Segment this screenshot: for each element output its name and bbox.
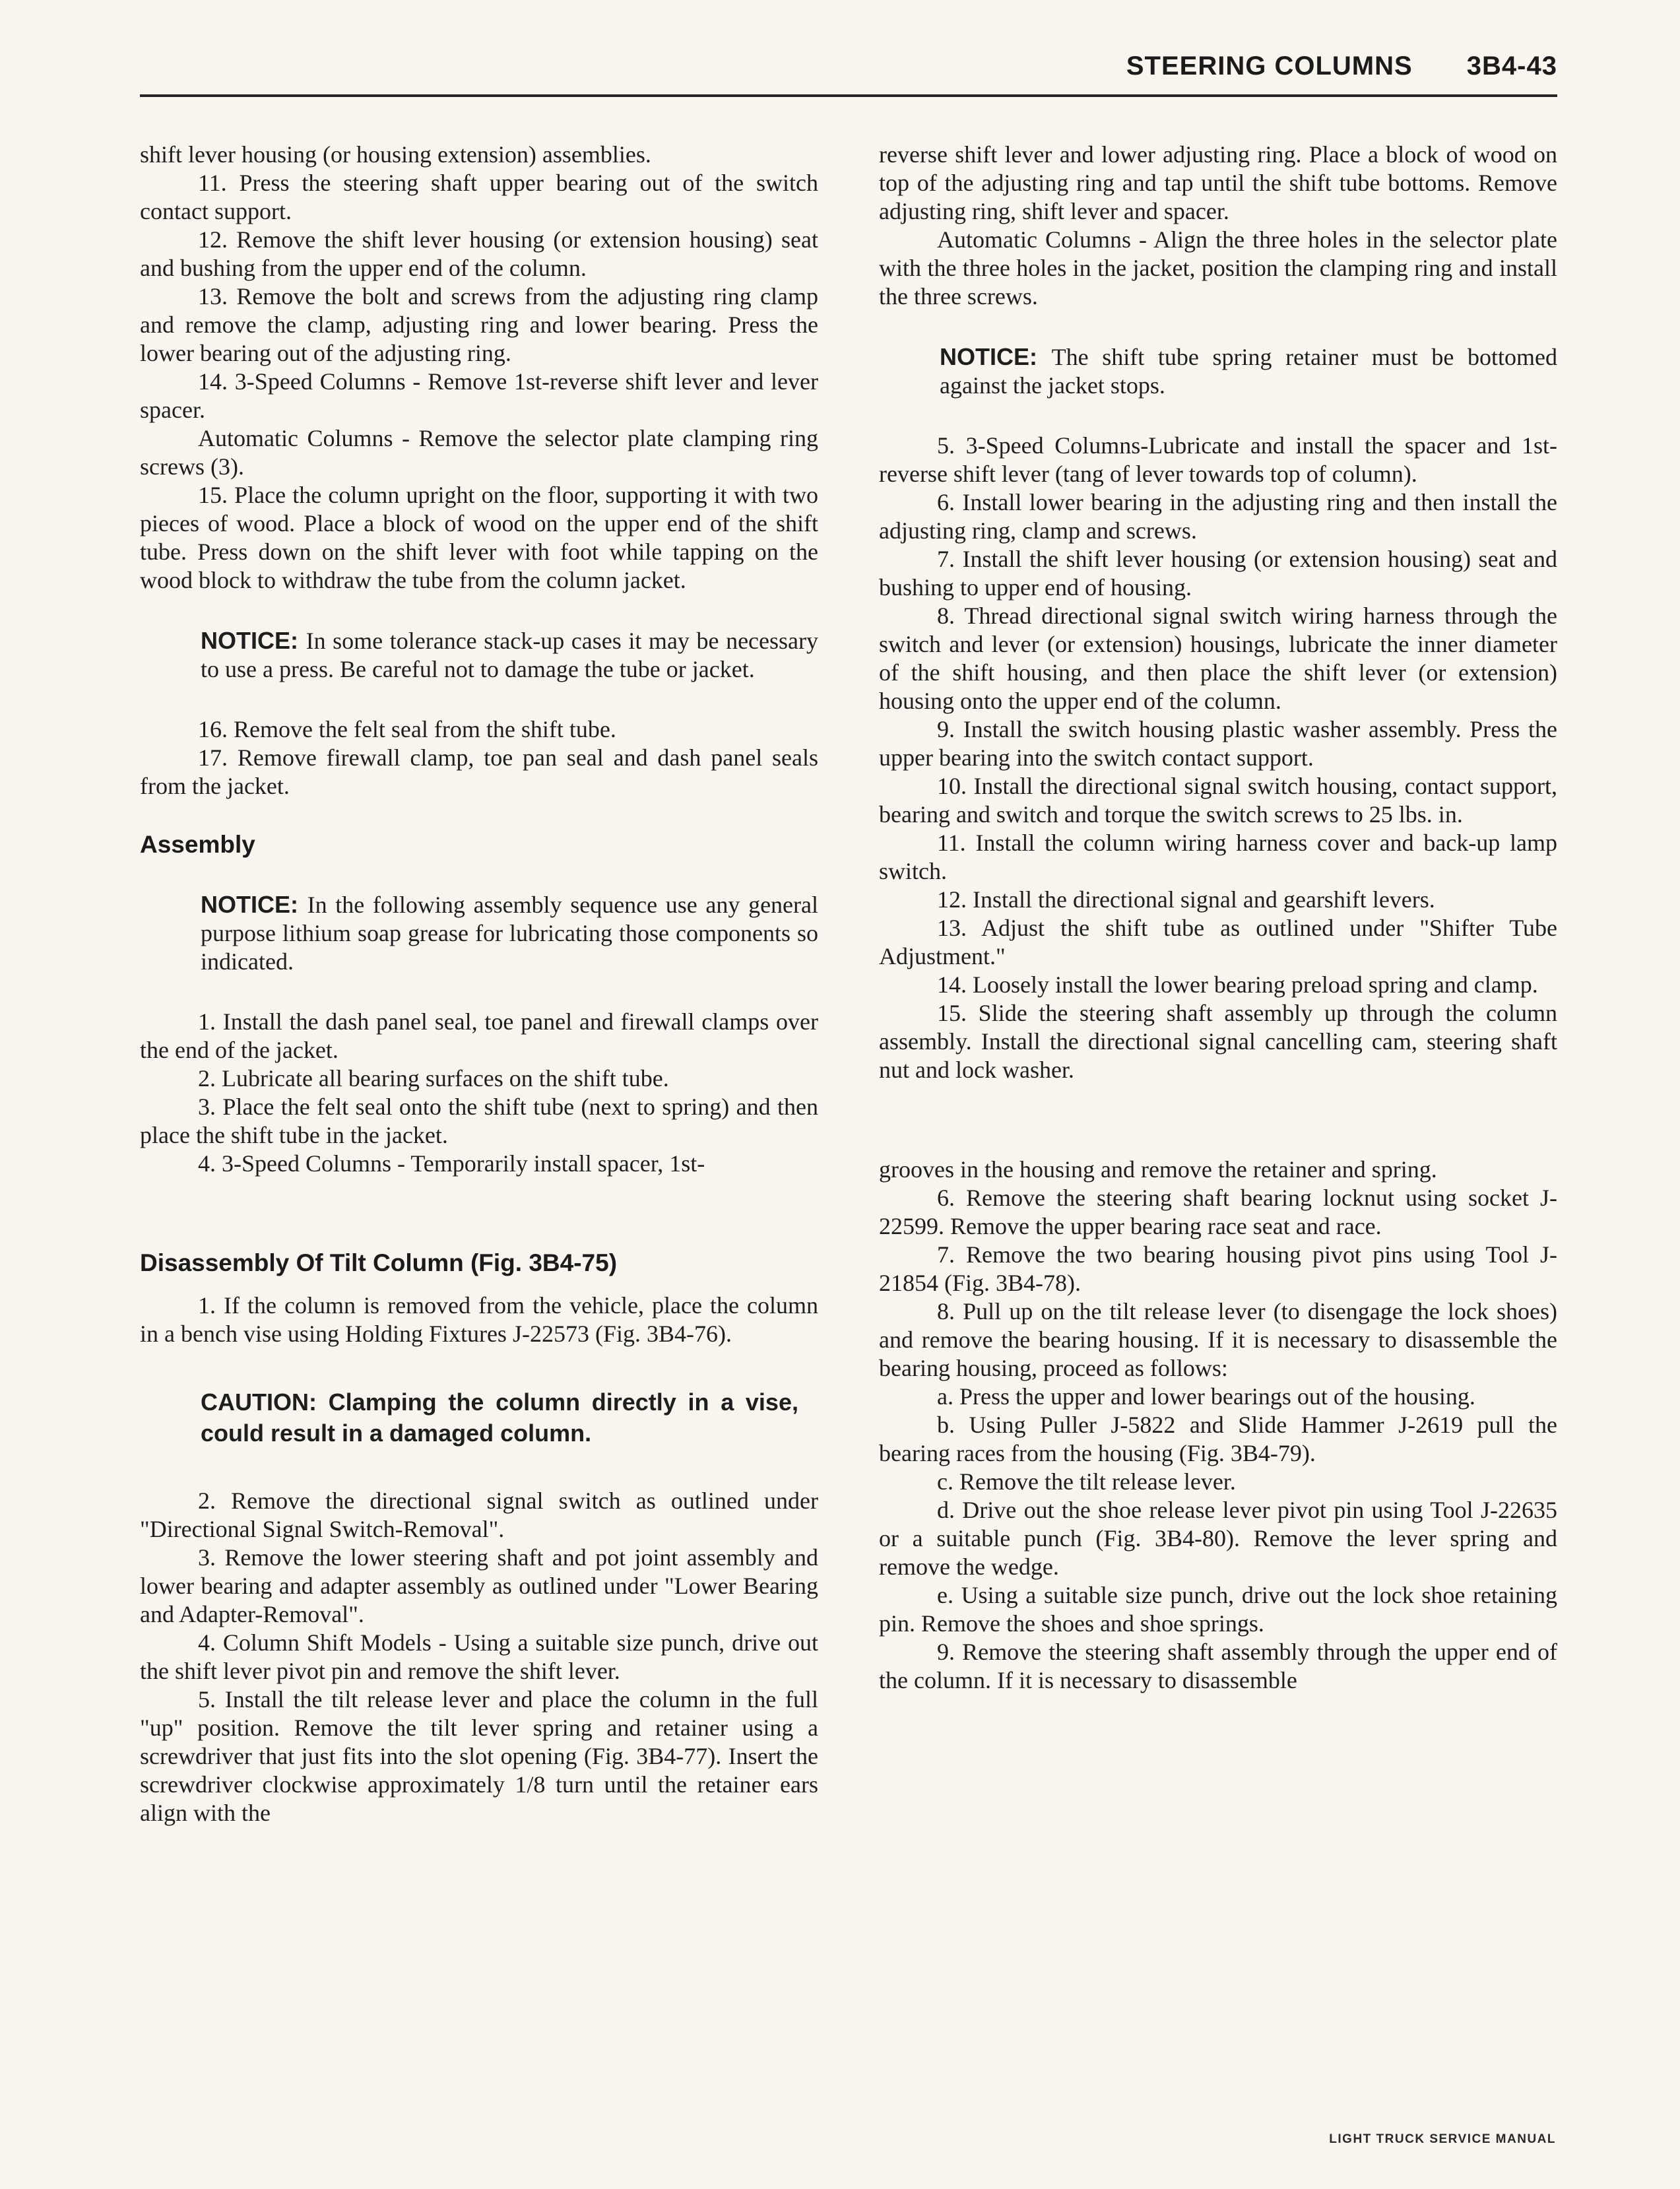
notice-label: NOTICE:: [201, 627, 306, 654]
left-column: [140, 141, 818, 1827]
paragraph: 17. Remove firewall clamp, toe pan seal and dash panel seals from the jacket.: [140, 744, 818, 799]
section-heading: Assembly: [140, 831, 255, 858]
paragraph: 10. Install the directional signal switch housing, contact support, bearing and switch and torque the switch screws to 25 lbs. in.: [879, 773, 1557, 828]
paragraph: 2. Remove the directional signal switch as outlined under "Directional Signal Switch-Removal".: [140, 1487, 818, 1542]
paragraph: 5. Install the tilt release lever and place the column in the full "up" position. Remove the tilt lever spring and retainer using a screwdriver that just fits into the slot opening (Fig. 3B4-77). Insert the screwdriver clockwise approximately 1/8 turn until the retainer ears align with the: [140, 1686, 818, 1826]
paragraph: 12. Remove the shift lever housing (or extension housing) seat and bushing from the upper end of the column.: [140, 226, 818, 281]
paragraph: grooves in the housing and remove the retainer and spring.: [879, 1156, 1437, 1183]
section-heading: Disassembly Of Tilt Column (Fig. 3B4-75): [140, 1249, 618, 1276]
paragraph: 9. Remove the steering shaft assembly through the upper end of the column. If it is necessary to disassemble: [879, 1639, 1557, 1693]
notice-text: In the following assembly sequence use any general purpose lithium soap grease for lubricating those components so indicated.: [201, 892, 818, 975]
notice-text: The shift tube spring retainer must be bottomed against the jacket stops.: [940, 344, 1557, 399]
paragraph: 9. Install the switch housing plastic washer assembly. Press the upper bearing into the switch contact support.: [879, 716, 1557, 771]
paragraph: 8. Thread directional signal switch wiring harness through the switch and lever (or extension) housings, lubricate the inner diameter of the shift housing, and then place the shift lever (or extension) housing onto the upper end of the column.: [879, 603, 1557, 714]
paragraph: 15. Slide the steering shaft assembly up through the column assembly. Install the directional signal cancelling cam, steering shaft nut and lock washer.: [879, 1000, 1557, 1083]
paragraph: 14. Loosely install the lower bearing preload spring and clamp.: [937, 971, 1538, 998]
paragraph: 2. Lubricate all bearing surfaces on the shift tube.: [198, 1065, 669, 1092]
paragraph: 1. Install the dash panel seal, toe panel and firewall clamps over the end of the jacket.: [140, 1008, 818, 1063]
header-rule: [140, 94, 1557, 97]
paragraph: c. Remove the tilt release lever.: [937, 1468, 1236, 1495]
paragraph: 1. If the column is removed from the vehicle, place the column in a bench vise using Holding Fixtures J-22573 (Fig. 3B4-76).: [140, 1292, 818, 1347]
page-header: [140, 51, 1557, 97]
caution-label: CAUTION:: [201, 1389, 329, 1416]
paragraph: reverse shift lever and lower adjusting ring. Place a block of wood on top of the adjusting ring and tap until the shift tube bottoms. Remove adjusting ring, shift lever and spacer.: [879, 141, 1557, 224]
paragraph: 16. Remove the felt seal from the shift tube.: [198, 716, 616, 742]
paragraph: 6. Install lower bearing in the adjusting ring and then install the adjusting ring, clamp and screws.: [879, 489, 1557, 544]
page-content: [140, 51, 1557, 1827]
caution-block: [201, 1387, 798, 1449]
notice-label: NOTICE:: [201, 891, 307, 918]
paragraph: 5. 3-Speed Columns-Lubricate and install the spacer and 1st-reverse shift lever (tang of lever towards top of column).: [879, 432, 1557, 487]
paragraph: 7. Remove the two bearing housing pivot pins using Tool J-21854 (Fig. 3B4-78).: [879, 1241, 1557, 1296]
paragraph: 8. Pull up on the tilt release lever (to disengage the lock shoes) and remove the bearing housing. If it is necessary to disassemble the bearing housing, proceed as follows:: [879, 1298, 1557, 1381]
paragraph: 4. 3-Speed Columns - Temporarily install spacer, 1st-: [198, 1150, 705, 1177]
paragraph: 14. 3-Speed Columns - Remove 1st-reverse shift lever and lever spacer.: [140, 368, 818, 423]
paragraph: b. Using Puller J-5822 and Slide Hammer J-2619 pull the bearing races from the housing (Fig. 3B4-79).: [879, 1412, 1557, 1466]
paragraph: 7. Install the shift lever housing (or extension housing) seat and bushing to upper end of housing.: [879, 546, 1557, 601]
paragraph: 3. Place the felt seal onto the shift tube (next to spring) and then place the shift tube in the jacket.: [140, 1094, 818, 1148]
section-title: STEERING COLUMNS: [1126, 51, 1413, 81]
paragraph: Automatic Columns - Remove the selector plate clamping ring screws (3).: [140, 425, 818, 480]
paragraph: a. Press the upper and lower bearings out of the housing.: [937, 1383, 1475, 1410]
paragraph: 3. Remove the lower steering shaft and pot joint assembly and lower bearing and adapter assembly as outlined under "Lower Bearing and Adapter-Removal".: [140, 1544, 818, 1627]
notice-block: [940, 343, 1557, 400]
page-footer: LIGHT TRUCK SERVICE MANUAL: [1329, 2132, 1556, 2146]
paragraph: 6. Remove the steering shaft bearing locknut using socket J-22599. Remove the upper bearing race seat and race.: [879, 1185, 1557, 1239]
paragraph: shift lever housing (or housing extension) assemblies.: [140, 141, 651, 168]
paragraph: 15. Place the column upright on the floor, supporting it with two pieces of wood. Place a block of wood on the upper end of the shift tube. Press down on the shift lever with foot while tapping on the wood block to withdraw the tube from the column jacket.: [140, 482, 818, 593]
paragraph: d. Drive out the shoe release lever pivot pin using Tool J-22635 or a suitable punch (Fig. 3B4-80). Remove the lever spring and remove the wedge.: [879, 1497, 1557, 1580]
notice-text: In some tolerance stack-up cases it may be necessary to use a press. Be careful not to damage the tube or jacket.: [201, 628, 818, 682]
running-head: [140, 51, 1557, 81]
paragraph: 13. Adjust the shift tube as outlined under "Shifter Tube Adjustment.": [879, 915, 1557, 969]
paragraph: Automatic Columns - Align the three holes in the selector plate with the three holes in the jacket, position the clamping ring and install the three screws.: [879, 226, 1557, 310]
paragraph: 11. Install the column wiring harness cover and back-up lamp switch.: [879, 830, 1557, 884]
paragraph: 12. Install the directional signal and gearshift levers.: [937, 886, 1435, 913]
two-column-body: [140, 141, 1557, 1827]
notice-block: [201, 626, 818, 684]
right-column: [879, 141, 1557, 1827]
notice-block: [201, 890, 818, 976]
paragraph: e. Using a suitable size punch, drive out the lock shoe retaining pin. Remove the shoes and shoe springs.: [879, 1582, 1557, 1637]
page-number: 3B4-43: [1466, 51, 1557, 81]
paragraph: 11. Press the steering shaft upper bearing out of the switch contact support.: [140, 170, 818, 224]
paragraph: 13. Remove the bolt and screws from the adjusting ring clamp and remove the clamp, adjusting ring and lower bearing. Press the lower bearing out of the adjusting ring.: [140, 283, 818, 366]
notice-label: NOTICE:: [940, 343, 1052, 370]
caution-text: Clamping the column directly in a vise, could result in a damaged column.: [201, 1389, 798, 1447]
paragraph: 4. Column Shift Models - Using a suitable size punch, drive out the shift lever pivot pin and remove the shift lever.: [140, 1629, 818, 1684]
